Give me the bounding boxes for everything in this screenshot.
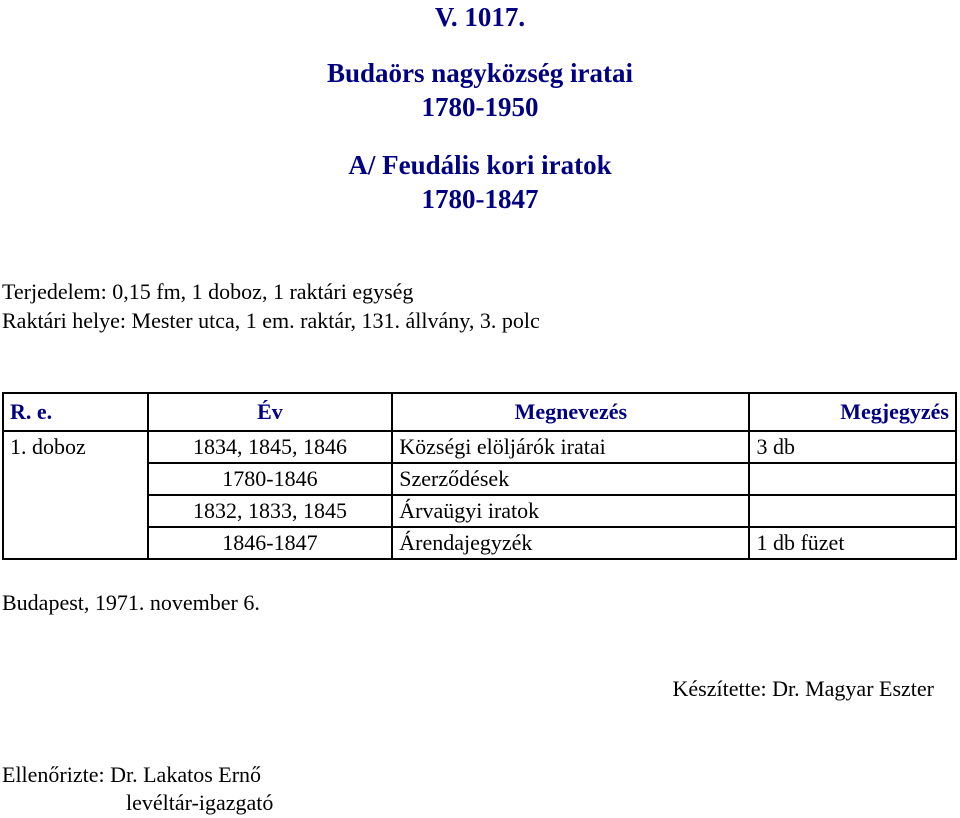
checked-by-title: levéltár-igazgató [126,790,274,815]
header-cell-name: Megnevezés [392,393,749,431]
location-text: Raktári helye: Mester utca, 1 em. raktár, 131. állvány, 3. polc [2,308,540,333]
unit-cell: 1. doboz [3,431,148,559]
section-years: 1780-1847 [421,184,539,214]
year-cell: 1846-1847 [148,527,393,559]
table-row [3,431,956,463]
note-cell: 1 db füzet [749,527,956,559]
prepared-by: Készítette: Dr. Magyar Eszter [672,676,934,701]
fond-title: Budaörs nagyközség iratai [326,58,634,88]
header-cell-note: Megjegyzés [749,393,956,431]
inventory-table [2,392,957,560]
year-cell: 1832, 1833, 1845 [148,495,393,527]
year-cell: 1834, 1845, 1846 [148,431,393,463]
note-cell [749,463,956,495]
fond-code: V. 1017. [434,2,526,32]
year-cell: 1780-1846 [148,463,393,495]
name-cell: Árvaügyi iratok [392,495,749,527]
note-cell [749,495,956,527]
header-cell-year: Év [148,393,393,431]
name-cell: Szerződések [392,463,749,495]
name-cell: Árendajegyzék [392,527,749,559]
fond-years: 1780-1950 [421,92,539,122]
extent-text: Terjedelem: 0,15 fm, 1 doboz, 1 raktári egység [2,279,414,304]
table-header-row [3,393,956,431]
checked-by: Ellenőrizte: Dr. Lakatos Ernő [2,762,262,787]
place-date: Budapest, 1971. november 6. [2,590,260,615]
note-cell: 3 db [749,431,956,463]
section-title: A/ Feudális kori iratok [348,150,612,180]
name-cell: Községi elöljárók iratai [392,431,749,463]
header-cell-unit: R. e. [3,393,148,431]
